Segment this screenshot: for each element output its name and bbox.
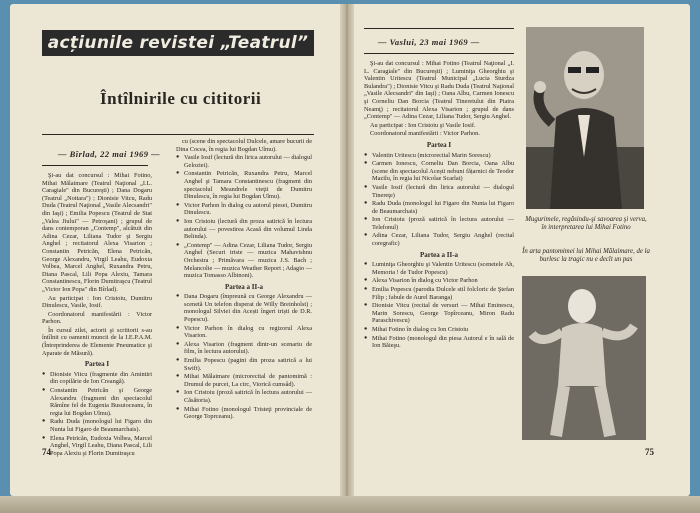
photo-caption-1: Mugurimele, regăsindu-şi savoarea şi verva, în interpretarea lui Mihai Fotino: [525, 216, 647, 231]
program-item: ● Luminiţa Gheorghiu şi Valentin Uritescu (scenetele Ah, Memoria ! de Tudor Popescu): [364, 261, 514, 276]
performer-photo-2-image: [522, 276, 646, 440]
cover-edge: [0, 496, 700, 513]
program-item: ● Emilia Popescu (parodia Dulcele stil folcloric de Ştefan Filip ; fabule de Aurel Baranga): [364, 286, 514, 301]
program-item: ● „Contemp" — Adina Cezar, Liliana Tudor, Sergiu Anghel (Securi triste — muzica Mahavishnu Orchestra ; Primăvara — muzica J.S. Bach ; Melancolie — muzica Weather Report ; Adagio — muzica Tomasso Albinoni).: [176, 242, 312, 280]
part-2-heading: Partea a II-a: [224, 282, 264, 291]
program-item: ● Elena Petricăn, Eudoxia Volbea, Marcel Anghel, Virgil Leahu, Diana Pascal, Lili Popa Alexiu şi Florin Dumitraşcu: [42, 435, 152, 458]
program-continuation: cu (scene din spectacolul Dulcele, amare bucurii de Dina Cocea, în regia lui Bogdan Ulmu).: [176, 138, 312, 153]
program-item: ● Dana Dogaru (împreună cu George Alexandru — scenetă Un telefon disperat de Willy Breinholst) ; monologul Silviei din Acești îngeri triști de D.R. Popescu).: [176, 293, 312, 323]
performer-photo-1-image: [526, 27, 644, 209]
program-item: ● Alexa Visarion (fragment dintr-un scenariu de film, în lectura autorului).: [176, 341, 312, 356]
program-item: ● Mihai Mălaimare (microrecital de pantomimă : Drumul de purcei, La circ, Viorică cumsâd).: [176, 373, 312, 388]
meeting-note: În cursul zilei, actorii şi scriitorii s-au întîlnit cu oamenii muncii de la I.E.P.A.M. (Întreprinderea de Elemente Pneumatice şi Aparate de Măsură).: [42, 326, 152, 357]
program-item: ● Victor Parhon în dialog cu regizorul Alexa Visarion.: [176, 325, 312, 340]
program-item: ● Carmen Ionescu, Corneliu Dan Borcia, Oana Albu (scene din spectacolul Acești nebuni fățarnici de Teodor Mazilu, în regia lui Nicolae Scarlat): [364, 160, 514, 183]
participants-paragraph: Şi-au dat concursul : Mihai Fotino, Mihai Mălaimare (Teatrul Naţional „I.L. Caragiale" din Bucureşti) ; Dana Dogaru (Teatrul „Nottara") ; Dionisie Vitcu, Radu Duda (Teatrul Naţional „Vasile Alecsandri" din Iaşi) ; Emilia Popescu (Teatrul de Stat „Valea Jiului" — Petroşani) ; grupul de dans contemporan „Contemp", alcătuit din Adina Cezar, Liliana Tudor şi Sergiu Anghel ; recitatorul Alexa Visarion ; Constantin Petricăn, Elena Petricăn, George Alexandru, Virgil Leahu, Eudoxia Volbea, Marcel Anghel, Ruxandra Petru, Diana Pascal, Lili Popa Alexiu, Tamara Constantinescu, Florin Dumitraşcu (Teatrul „Victor Ion Popa" din Bîrlad).: [42, 172, 152, 293]
program-item: ● Adina Cezar, Liliana Tudor, Sergiu Anghel (recital coregrafic): [364, 232, 514, 247]
program-item: ● Radu Duda (monologul lui Figaro din Nunta lui Figaro de Beaumarchais): [364, 200, 514, 215]
photo-mihai-fotino: [526, 27, 644, 209]
program-item: ● Radu Duda (monologul lui Figaro din Nunta lui Figaro de Beaumarchais).: [42, 418, 152, 433]
participants-paragraph: Şi-au dat concursul : Mihai Fotino (Teatrul Naţional „I. L. Caragiale" din Bucureşti) ; Luminiţa Gheorghiu şi Valentin Uritescu (Teatrul Municipal „Lucia Sturdza Bulandra") ; Dionisie Vitcu şi Radu Duda (Teatrul Naţional „Vasile Alecsandri" din Iaşi) ; Oana Albu, Carmen Ionescu şi Corneliu Dan Borcia (Teatrul Tineretului din Piatra Neamţ) ; recitatorul Alexa Visarion ; grupul de dans „Contemp" — Adina Cezar, Liliana Tudor, Sergiu Anghel.: [364, 60, 514, 121]
part-1-heading: Partea I: [426, 140, 452, 149]
program-item: ● Valentin Uritescu (microrecital Marin Sorescu): [364, 152, 514, 160]
program-item: ● Victor Parhon în dialog cu autorul piesei, Dumitru Dinulescu.: [176, 202, 312, 217]
left-column-1: [42, 172, 152, 467]
part-1-heading: Partea I: [84, 360, 110, 369]
page-number-left: 74: [42, 447, 51, 457]
divider-dateline: [42, 165, 148, 166]
program-item: ● Ion Cristoiu (lectură din proza satirică în lectura autorului — povestirea Acasă din volumul Linda Belinda).: [176, 218, 312, 241]
coordinator-line: Coordonatorul manifestării : Victor Parhon.: [42, 310, 152, 326]
dateline-vaslui: — Vaslui, 23 mai 1969 —: [378, 37, 480, 47]
program-item: ● Dionisie Vitcu (fragmente din Amintiri din copilărie de Ion Creangă).: [42, 371, 152, 386]
right-column: [364, 60, 514, 452]
program-item: ● Alexa Visarion în dialog cu Victor Parhon: [364, 277, 514, 285]
coordinator-line: Coordonatorul manifestării : Victor Parhon.: [370, 130, 480, 138]
divider-right-top: [364, 28, 514, 29]
part-2-heading: Partea a II-a: [419, 250, 459, 259]
dateline-birlad: — Bîrlad, 22 mai 1969 —: [58, 149, 161, 159]
program-item: ● Vasile Iosif (lectură din lirica autorului — dialogul Geloziei).: [176, 154, 312, 169]
article-title: Întîlnirile cu cititorii: [100, 89, 262, 108]
program-item: ● Ion Cristoiu (proză satirică în lectura autorului — Telefonul): [364, 216, 514, 231]
left-column-2: [176, 138, 312, 468]
participants-writers: Au participat : Ion Cristoiu şi Vasile Iosif.: [370, 121, 476, 129]
program-item: ● Dionisie Vitcu (recital de versuri — Mihai Eminescu, Marin Sorescu, George Topîrceanu, Miron Radu Paraschivescu): [364, 302, 514, 325]
section-masthead: acțiunile revistei „Teatrul”: [42, 30, 314, 56]
program-item: ● Vasile Iosif (lectură din lirica autorului — dialogul Tinereţe): [364, 184, 514, 199]
photo-mihai-malaimare: [522, 276, 646, 440]
program-item: ● Mihai Fotino (monologul din piesa Autorul e în sală de Ion Băieşu.: [364, 335, 514, 350]
divider-right-dateline: [364, 53, 514, 54]
participants-writers: Au participat : Ion Cristoiu, Dumitru Dinulescu, Vasile, Iosif.: [42, 294, 152, 310]
divider-top: [42, 134, 314, 135]
program-item: ● Emilia Popescu (pagini din proza satirică a lui Swift).: [176, 357, 312, 372]
program-item: ● Mihai Fotino (monologul Tristeţi provinciale de George Toprceanu).: [176, 406, 312, 421]
program-item: ● Mihai Fotino în dialog cu Ion Cristoiu: [364, 326, 514, 334]
photo-caption-2: În arta pantomimei lui Mihai Mălaimare, de la burlesc la tragic nu e decît un pas: [522, 248, 650, 263]
page-number-right: 75: [645, 447, 654, 457]
book-gutter: [340, 4, 354, 496]
program-item: ● Constantin Petricăn, Ruxandra Petru, Marcel Anghel şi Tamara Constantinescu (fragment din spectacolul Meandrele vieţii de Dumitru Dinulescu, în regia lui Bogdan Ulmu).: [176, 170, 312, 200]
program-item: ● Constantin Petricăn şi George Alexandru (fragment din spectacolul Rămîne fel de Eugenia Busuioceanu, în regia lui Bogdan Ulmu).: [42, 387, 152, 417]
program-item: ● Ion Cristoiu (proză satirică în lectura autorului — Căsătoria).: [176, 389, 312, 404]
